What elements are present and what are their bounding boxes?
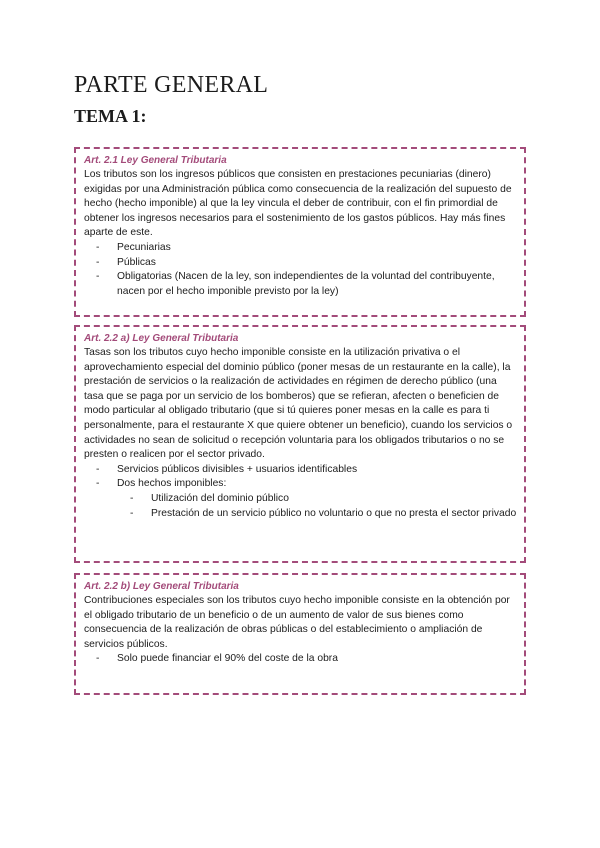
bullet-list [84, 463, 517, 492]
list-item: - Obligatorias (Nacen de la ley, son independientes de la voluntad del contribuyente, nacen por el hecho imponible previsto por la ley) [84, 270, 517, 299]
list-item: - Dos hechos imponibles: [84, 477, 517, 492]
list-item: - Utilización del dominio público [84, 492, 517, 507]
section-heading: Art. 2.2 a) Ley General Tributaria [84, 333, 239, 344]
list-item: - Prestación de un servicio público no voluntario o que no presta el sector privado [84, 507, 517, 522]
list-item: - Pecuniarias [84, 241, 517, 256]
section-box-art-2-2-b [74, 573, 526, 695]
section-text-line-2: el obligado tributario de un beneficio o de un aumento de valor de sus bienes como consecuencia de la realización de obras públicas o del establecimiento o ampliación de servicios públicos. [84, 609, 483, 650]
section-heading: Art. 2.2 b) Ley General Tributaria [84, 581, 239, 592]
list-item: - Públicas [84, 256, 517, 271]
page-subtitle: TEMA 1: [74, 106, 147, 126]
section-text-line-1: Contribuciones especiales son los tributos cuyo hecho imponible consiste en la obtención por [84, 595, 510, 606]
sub-bullet-list [84, 492, 517, 521]
bullet-list [84, 241, 517, 299]
bullet-list [84, 652, 517, 667]
list-item: - Solo puede financiar el 90% del coste de la obra [84, 652, 517, 667]
page-title: PARTE GENERAL [74, 72, 269, 98]
section-box-art-2-2-a [74, 325, 526, 563]
section-text: Los tributos son los ingresos públicos que consisten en prestaciones pecuniarias (dinero) exigidas por una Administración pública como consecuencia de la realización del supuesto de hecho (hecho imponible) al que la ley vincula el deber de contribuir, con el fin primordial de obtener los ingresos necesarios para el sostenimiento de los gastos públicos. Hay más fines aparte de este. [84, 169, 512, 239]
list-item: - Servicios públicos divisibles + usuarios identificables [84, 463, 517, 478]
section-text: Tasas son los tributos cuyo hecho imponible consiste en la utilización privativa o el aprovechamiento especial del dominio público (poner mesas de un restaurante en la calle), la prestación de servicios o la realización de actividades en régimen de derecho público (una tasa que se paga por un servicio de los bomberos) que se refieran, afecten o beneficien de modo particular al obligado tributario (que si tú quieres poner mesas en la calle es para ti personalmente, para el restaurante X que quiere obtener un beneficio), cuando los servicios o actividades no sean de solicitud o recepción voluntaria para los obligados tributarios o no se presten o realicen por el sector privado. [84, 347, 513, 461]
section-box-art-2-1 [74, 147, 526, 317]
section-heading: Art. 2.1 Ley General Tributaria [84, 155, 227, 166]
